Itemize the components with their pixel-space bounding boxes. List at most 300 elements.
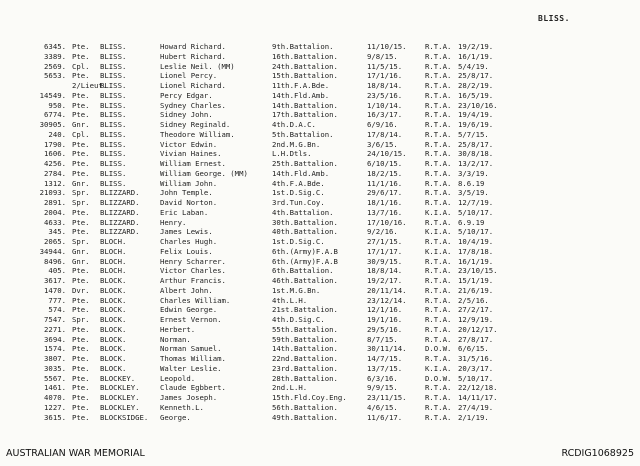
enlistment-date: 17/1/17.	[367, 246, 403, 256]
surname: BLISS.	[100, 42, 127, 51]
given-names: William George. (MM)	[160, 168, 248, 178]
fate: D.O.W.	[425, 373, 452, 383]
enlistment-date: 30/9/15.	[367, 256, 403, 266]
service-number: 3617.	[44, 276, 66, 285]
unit: 4th.L.H.	[272, 295, 308, 305]
service-number: 5653.	[44, 71, 66, 81]
enlistment-date: 18/2/15.	[367, 168, 403, 178]
enlistment-date: 20/11/14.	[367, 285, 407, 295]
given-names: Kenneth.L.	[160, 402, 204, 412]
enlistment-date: 6/10/15.	[367, 159, 403, 168]
fate-date: 5/10/17.	[458, 227, 494, 237]
service-number: 2065.	[44, 237, 66, 246]
given-names: Percy Edgar.	[160, 90, 213, 100]
given-names: Lionel Percy.	[160, 71, 218, 81]
rank: 2/Lieut.	[72, 81, 108, 90]
surname: BLISS.	[100, 51, 127, 61]
unit: 15th.Battalion.	[272, 71, 338, 81]
fate: R.T.A.	[425, 305, 452, 315]
enlistment-date: 11/10/15.	[367, 42, 407, 51]
surname: BLISS.	[100, 81, 127, 90]
roll-entry	[0, 81, 640, 91]
surname: BLISS.	[100, 110, 127, 120]
roll-entry	[0, 335, 640, 345]
unit: 28th.Battalion.	[272, 373, 338, 383]
service-number: 345.	[48, 227, 66, 237]
given-names: William Ernest.	[160, 159, 226, 168]
given-names: Norman.	[160, 334, 191, 344]
given-names: Lionel Richard.	[160, 81, 226, 90]
fate: R.T.A.	[425, 256, 452, 266]
roll-entry	[0, 325, 640, 335]
surname: BLOCK.	[100, 315, 127, 324]
fate: R.T.A.	[425, 188, 452, 198]
fate: R.T.A.	[425, 61, 452, 71]
fate-date: 27/2/17.	[458, 305, 494, 315]
surname: BLISS.	[100, 159, 127, 168]
surname: BLOCKLEY.	[100, 383, 140, 393]
fate: R.T.A.	[425, 129, 452, 139]
fate: R.T.A.	[425, 90, 452, 100]
fate-date: 5/10/17.	[458, 373, 494, 383]
rank: Pte.	[72, 168, 90, 178]
service-number: 4070.	[44, 393, 66, 402]
rank: Pte.	[72, 90, 90, 100]
roll-entry	[0, 247, 640, 257]
service-number: 240.	[48, 129, 66, 139]
given-names: Thomas William.	[160, 354, 226, 363]
rank: Spr.	[72, 188, 90, 198]
given-names: Victor Edwin.	[160, 139, 218, 149]
service-number: 3389.	[44, 51, 66, 61]
roll-entry	[0, 374, 640, 384]
unit: L.H.Dtls.	[272, 149, 312, 159]
fate-date: 21/6/19.	[458, 285, 494, 295]
surname: BLOCKEY.	[100, 373, 136, 383]
unit: 4th.D.A.C.	[272, 120, 316, 129]
roll-entry	[0, 276, 640, 286]
enlistment-date: 19/2/17.	[367, 276, 403, 285]
unit: 30th.Battalion.	[272, 217, 338, 227]
given-names: Eric Laban.	[160, 207, 209, 217]
service-number: 7547.	[44, 315, 66, 324]
enlistment-date: 13/7/16.	[367, 207, 403, 217]
given-names: Albert John.	[160, 285, 213, 295]
unit: 55th.Battalion.	[272, 324, 338, 334]
roll-entry	[0, 364, 640, 374]
roll-entry	[0, 354, 640, 364]
fate-date: 27/8/17.	[458, 334, 494, 344]
fate-date: 28/2/19.	[458, 81, 494, 90]
fate: R.T.A.	[425, 198, 452, 207]
enlistment-date: 17/1/16.	[367, 71, 403, 81]
rank: Pte.	[72, 139, 90, 149]
fate-date: 5/10/17.	[458, 207, 494, 217]
fate-date: 23/10/15.	[458, 266, 498, 276]
service-number: 1461.	[44, 383, 66, 393]
enlistment-date: 17/10/16.	[367, 217, 407, 227]
fate: R.T.A.	[425, 393, 452, 402]
service-number: 3615.	[44, 412, 66, 422]
roll-entry	[0, 140, 640, 150]
enlistment-date: 11/6/17.	[367, 412, 403, 422]
unit: 46th.Battalion.	[272, 276, 338, 285]
fate: R.T.A.	[425, 71, 452, 81]
service-number: 2569.	[44, 61, 66, 71]
rank: Pte.	[72, 354, 90, 363]
roll-entry	[0, 208, 640, 218]
given-names: John Temple.	[160, 188, 213, 198]
roll-entry	[0, 71, 640, 81]
service-number: 4633.	[44, 217, 66, 227]
fate-date: 3/3/19.	[458, 168, 489, 178]
rank: Pte.	[72, 334, 90, 344]
roll-entry	[0, 179, 640, 189]
surname: BLOCK.	[100, 334, 127, 344]
enlistment-date: 9/8/15.	[367, 51, 398, 61]
fate: R.T.A.	[425, 159, 452, 168]
service-number: 2784.	[44, 168, 66, 178]
roll-entry	[0, 393, 640, 403]
fate-date: 2/5/16.	[458, 295, 489, 305]
enlistment-date: 29/5/16.	[367, 324, 403, 334]
given-names: Henry.	[160, 217, 187, 227]
unit: 1st.D.Sig.C.	[272, 188, 325, 198]
rank: Pte.	[72, 217, 90, 227]
service-number: 1606.	[44, 149, 66, 159]
surname: BLIZZARD.	[100, 188, 140, 198]
rank: Pte.	[72, 42, 90, 51]
given-names: Walter Leslie.	[160, 363, 222, 373]
enlistment-date: 1/10/14.	[367, 100, 403, 110]
fate: R.T.A.	[425, 237, 452, 246]
service-number: 1227.	[44, 402, 66, 412]
unit: 23rd.Battalion.	[272, 363, 338, 373]
surname: BLIZZARD.	[100, 217, 140, 227]
given-names: Hubert Richard.	[160, 51, 226, 61]
rank: Pte.	[72, 373, 90, 383]
fate-date: 19/4/19.	[458, 110, 494, 120]
surname: BLOCK.	[100, 363, 127, 373]
unit: 21st.Battalion.	[272, 305, 338, 315]
unit: 1st.D.Sig.C.	[272, 237, 325, 246]
service-number: 1574.	[44, 344, 66, 354]
service-number: 30905.	[39, 120, 66, 129]
given-names: Sydney Charles.	[160, 100, 226, 110]
surname: BLISS.	[100, 129, 127, 139]
given-names: Sidney John.	[160, 110, 213, 120]
rank: Gnr.	[72, 120, 90, 129]
enlistment-date: 18/1/16.	[367, 198, 403, 207]
service-number: 3694.	[44, 334, 66, 344]
service-number: 4256.	[44, 159, 66, 168]
unit: 14th.Battalion.	[272, 100, 338, 110]
fate: R.T.A.	[425, 168, 452, 178]
surname: BLIZZARD.	[100, 198, 140, 207]
roll-entry	[0, 188, 640, 198]
enlistment-date: 16/3/17.	[367, 110, 403, 120]
given-names: Claude Egbbert.	[160, 383, 226, 393]
enlistment-date: 13/7/15.	[367, 363, 403, 373]
given-names: James Lewis.	[160, 227, 213, 237]
given-names: Theodore William.	[160, 129, 235, 139]
fate: R.T.A.	[425, 51, 452, 61]
fate-date: 27/4/19.	[458, 402, 494, 412]
service-number: 8496.	[44, 256, 66, 266]
fate-date: 20/12/17.	[458, 324, 498, 334]
rank: Pte.	[72, 227, 90, 237]
fate: R.T.A.	[425, 110, 452, 120]
fate: R.T.A.	[425, 383, 452, 393]
roll-entry	[0, 101, 640, 111]
fate: R.T.A.	[425, 266, 452, 276]
service-number: 3807.	[44, 354, 66, 363]
service-number: 574.	[48, 305, 66, 315]
enlistment-date: 19/1/16.	[367, 315, 403, 324]
unit: 14th.Fld.Amb.	[272, 168, 330, 178]
roll-entry	[0, 296, 640, 306]
fate-date: 13/2/17.	[458, 159, 494, 168]
fate: R.T.A.	[425, 324, 452, 334]
roll-entry	[0, 413, 640, 423]
service-number: 6345.	[44, 42, 66, 51]
surname: BLISS.	[100, 71, 127, 81]
fate: K.I.A.	[425, 246, 452, 256]
fate-date: 19/6/19.	[458, 120, 494, 129]
rank: Gnr.	[72, 246, 90, 256]
surname: BLOCH.	[100, 256, 127, 266]
enlistment-date: 14/7/15.	[367, 354, 403, 363]
unit: 9th.Battalion.	[272, 42, 334, 51]
rank: Pte.	[72, 305, 90, 315]
surname: BLOCKLEY.	[100, 393, 140, 402]
service-number: 14549.	[39, 90, 66, 100]
fate-date: 17/8/18.	[458, 246, 494, 256]
unit: 49th.Battalion.	[272, 412, 338, 422]
surname: BLOCK.	[100, 324, 127, 334]
fate-date: 31/5/16.	[458, 354, 494, 363]
service-number: 405.	[48, 266, 66, 276]
service-number: 6774.	[44, 110, 66, 120]
unit: 22nd.Battalion.	[272, 354, 338, 363]
roll-entry	[0, 169, 640, 179]
enlistment-date: 23/12/14.	[367, 295, 407, 305]
enlistment-date: 4/6/15.	[367, 402, 398, 412]
unit: 6th.(Army)F.A.B	[272, 246, 338, 256]
enlistment-date: 18/8/14.	[367, 81, 403, 90]
enlistment-date: 24/10/15.	[367, 149, 407, 159]
rank: Pte.	[72, 71, 90, 81]
rank: Spr.	[72, 315, 90, 324]
unit: 4th.D.Sig.C.	[272, 315, 325, 324]
unit: 24th.Battalion.	[272, 61, 338, 71]
roll-entry	[0, 286, 640, 296]
rank: Pte.	[72, 344, 90, 354]
surname: BLOCH.	[100, 246, 127, 256]
roll-entry	[0, 149, 640, 159]
fate: R.T.A.	[425, 334, 452, 344]
given-names: Edwin George.	[160, 305, 218, 315]
given-names: Sidney Reginald.	[160, 120, 231, 129]
fate: R.T.A.	[425, 285, 452, 295]
given-names: Vivian Haines.	[160, 149, 222, 159]
rank: Pte.	[72, 149, 90, 159]
given-names: Ernest Vernon.	[160, 315, 222, 324]
unit: 1st.M.G.Bn.	[272, 285, 321, 295]
surname: BLISS.	[100, 120, 127, 129]
fate: R.T.A.	[425, 100, 452, 110]
given-names: Charles William.	[160, 295, 231, 305]
surname: BLISS.	[100, 100, 127, 110]
rank: Gnr.	[72, 178, 90, 188]
roll-entry	[0, 198, 640, 208]
rank: Cpl.	[72, 61, 90, 71]
enlistment-date: 27/1/15.	[367, 237, 403, 246]
rank: Pte.	[72, 324, 90, 334]
given-names: Arthur Francis.	[160, 276, 226, 285]
unit: 14th.Fld.Amb.	[272, 90, 330, 100]
service-number: 34944.	[39, 246, 66, 256]
rank: Dvr.	[72, 285, 90, 295]
enlistment-date: 11/5/15.	[367, 61, 403, 71]
surname: BLOCK.	[100, 295, 127, 305]
roll-entry	[0, 130, 640, 140]
fate-date: 10/4/19.	[458, 237, 494, 246]
roll-entry	[0, 120, 640, 130]
fate: R.T.A.	[425, 120, 452, 129]
enlistment-date: 9/9/15.	[367, 383, 398, 393]
fate-date: 14/11/17.	[458, 393, 498, 402]
rank: Pte.	[72, 295, 90, 305]
surname: BLOCK.	[100, 344, 127, 354]
service-number: 2271.	[44, 324, 66, 334]
enlistment-date: 3/6/15.	[367, 139, 398, 149]
enlistment-date: 6/3/16.	[367, 373, 398, 383]
archive-footer	[0, 448, 640, 462]
fate-date: 12/9/19.	[458, 315, 494, 324]
fate: R.T.A.	[425, 149, 452, 159]
given-names: Felix Louis.	[160, 246, 213, 256]
rank: Pte.	[72, 100, 90, 110]
surname: BLOCKLEY.	[100, 402, 140, 412]
given-names: David Norton.	[160, 198, 218, 207]
rank: Pte.	[72, 393, 90, 402]
unit: 15th.Fld.Coy.Eng.	[272, 393, 347, 402]
roll-entry	[0, 403, 640, 413]
surname: BLOCK.	[100, 305, 127, 315]
rank: Pte.	[72, 276, 90, 285]
roll-entry	[0, 62, 640, 72]
footer-record-id: RCDIG1068925	[561, 448, 634, 459]
roll-entry	[0, 42, 640, 52]
fate: R.T.A.	[425, 81, 452, 90]
fate-date: 25/8/17.	[458, 139, 494, 149]
surname: BLISS.	[100, 90, 127, 100]
given-names: Charles Hugh.	[160, 237, 218, 246]
fate: R.T.A.	[425, 42, 452, 51]
fate-date: 16/1/19.	[458, 256, 494, 266]
service-number: 950.	[48, 100, 66, 110]
rank: Pte.	[72, 266, 90, 276]
unit: 59th.Battalion.	[272, 334, 338, 344]
rank: Spr.	[72, 237, 90, 246]
enlistment-date: 23/5/16.	[367, 90, 403, 100]
fate-date: 3/5/19.	[458, 188, 489, 198]
roll-entry	[0, 315, 640, 325]
given-names: Herbert.	[160, 324, 196, 334]
given-names: Howard Richard.	[160, 42, 226, 51]
fate-date: 5/7/15.	[458, 129, 489, 139]
enlistment-date: 9/2/16.	[367, 227, 398, 237]
unit: 5th.Battalion.	[272, 129, 334, 139]
unit: 2nd.L.H.	[272, 383, 308, 393]
given-names: James Joseph.	[160, 393, 218, 402]
rank: Pte.	[72, 402, 90, 412]
rank: Pte.	[72, 363, 90, 373]
rank: Pte.	[72, 159, 90, 168]
given-names: Henry Scharrer.	[160, 256, 226, 266]
fate-date: 15/1/19.	[458, 276, 494, 285]
rank: Pte.	[72, 412, 90, 422]
rank: Pte.	[72, 110, 90, 120]
surname: BLOCH.	[100, 237, 127, 246]
fate-date: 2/1/19.	[458, 412, 489, 422]
unit: 6th.(Army)F.A.B	[272, 256, 338, 266]
fate-date: 5/4/19.	[458, 61, 489, 71]
unit: 6th.Battalion.	[272, 266, 334, 276]
nominal-roll-list	[0, 42, 640, 422]
unit: 17th.Battalion.	[272, 110, 338, 120]
rank: Pte.	[72, 51, 90, 61]
roll-entry	[0, 91, 640, 101]
given-names: Leopold.	[160, 373, 196, 383]
enlistment-date: 23/11/15.	[367, 393, 407, 402]
enlistment-date: 8/7/15.	[367, 334, 398, 344]
given-names: Victor Charles.	[160, 266, 226, 276]
surname: BLISS.	[100, 168, 127, 178]
fate-date: 6.9.19	[458, 217, 485, 227]
unit: 11th.F.A.Bde.	[272, 81, 330, 90]
unit: 56th.Battalion.	[272, 402, 338, 412]
fate-date: 8.6.19	[458, 178, 485, 188]
surname: BLOCH.	[100, 266, 127, 276]
unit: 3rd.Tun.Coy.	[272, 198, 325, 207]
surname: BLOCK.	[100, 276, 127, 285]
fate: R.T.A.	[425, 402, 452, 412]
enlistment-date: 29/6/17.	[367, 188, 403, 198]
roll-entry	[0, 237, 640, 247]
service-number: 3035.	[44, 363, 66, 373]
service-number: 1312.	[44, 178, 66, 188]
surname: BLOCK.	[100, 354, 127, 363]
given-names: Norman Samuel.	[160, 344, 222, 354]
rank: Cpl.	[72, 129, 90, 139]
fate-date: 22/12/18.	[458, 383, 498, 393]
surname-heading: BLISS.	[538, 14, 570, 23]
surname: BLIZZARD.	[100, 227, 140, 237]
fate: K.I.A.	[425, 227, 452, 237]
fate: R.T.A.	[425, 315, 452, 324]
roll-entry	[0, 257, 640, 267]
fate-date: 25/8/17.	[458, 71, 494, 81]
unit: 40th.Battalion.	[272, 227, 338, 237]
service-number: 1470.	[44, 285, 66, 295]
fate-date: 20/3/17.	[458, 363, 494, 373]
enlistment-date: 18/8/14.	[367, 266, 403, 276]
fate: K.I.A.	[425, 363, 452, 373]
roll-entry	[0, 110, 640, 120]
surname: BLISS.	[100, 178, 127, 188]
